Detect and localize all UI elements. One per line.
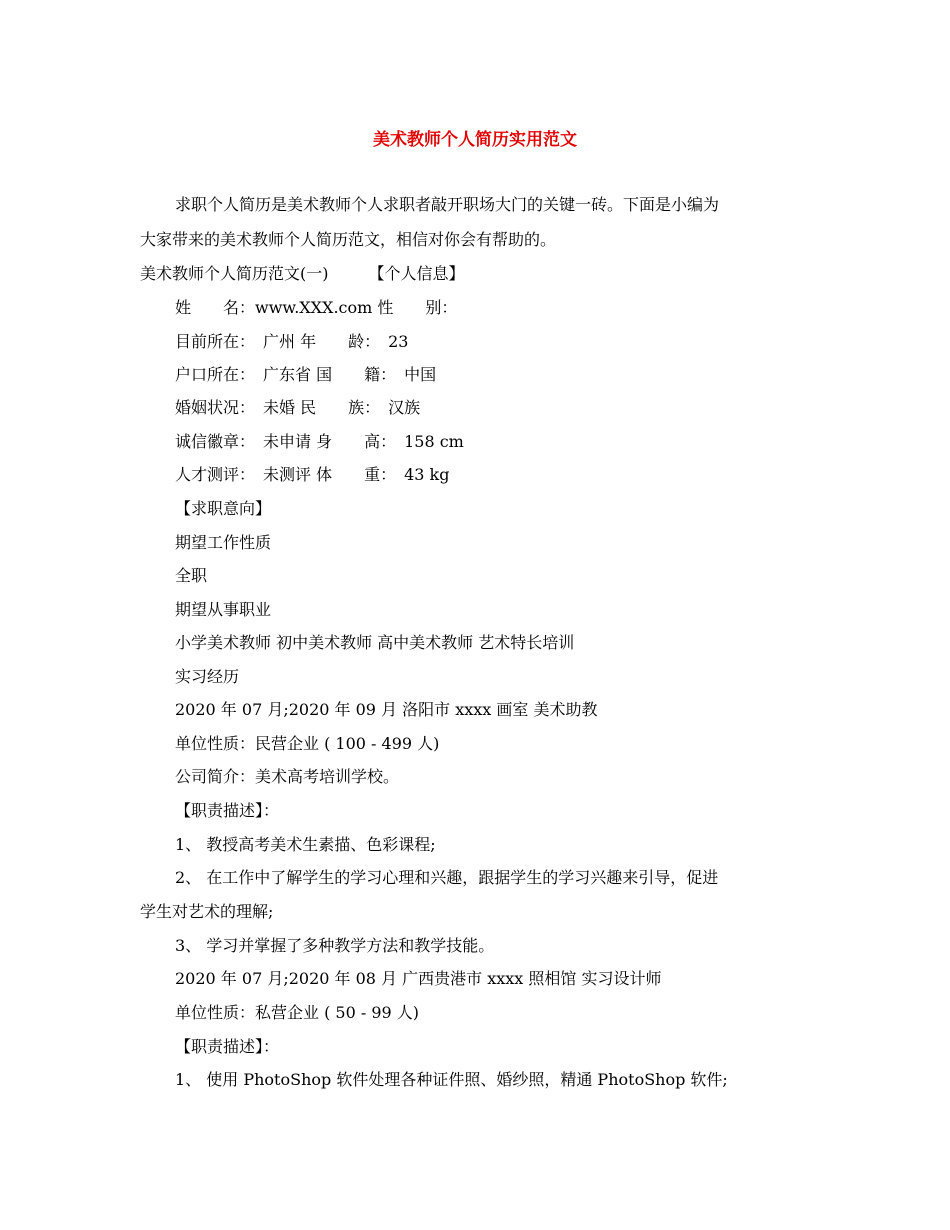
exp1-duty-3: 3、 学习并掌握了多种教学方法和教学技能。 — [175, 936, 495, 955]
intern-label: 实习经历 — [175, 667, 240, 686]
info-talent-row: 人才测评： 未测评 体 重： 43 kg — [175, 465, 450, 484]
exp1-intro: 公司简介：美术高考培训学校。 — [175, 767, 400, 786]
exp2-nature: 单位性质：私营企业 ( 50 - 99 人) — [175, 1003, 420, 1022]
exp1-duty-2a: 2、 在工作中了解学生的学习心理和兴趣，跟据学生的学习兴趣来引导，促进 — [175, 868, 719, 887]
work-type-value: 全职 — [175, 566, 208, 585]
intent-header: 【求职意向】 — [175, 499, 272, 518]
exp1-duty-2b: 学生对艺术的理解; — [140, 902, 274, 921]
info-name-row: 姓 名：www.XXX.com 性 别： — [175, 298, 458, 317]
section-header: 美术教师个人简历范文(一) 【个人信息】 — [140, 264, 465, 283]
info-marriage-row: 婚姻状况： 未婚 民 族： 汉族 — [175, 398, 421, 417]
document-title: 美术教师个人简历实用范文 — [373, 130, 577, 150]
intro-line-1: 求职个人简历是美术教师个人求职者敲开职场大门的关键一砖。下面是小编为 — [175, 195, 720, 214]
exp1-duty-header: 【职责描述】： — [175, 801, 280, 820]
intro-line-2: 大家带来的美术教师个人简历范文，相信对你会有帮助的。 — [140, 230, 557, 249]
job-label: 期望从事职业 — [175, 600, 272, 619]
exp1-nature: 单位性质：民营企业 ( 100 - 499 人) — [175, 734, 440, 753]
exp2-duty-header: 【职责描述】： — [175, 1037, 280, 1056]
exp2-line: 2020 年 07 月;2020 年 08 月 广西贵港市 xxxx 照相馆 实习设计师 — [175, 969, 662, 988]
info-credit-row: 诚信徽章： 未申请 身 高： 158 cm — [175, 432, 464, 451]
work-type-label: 期望工作性质 — [175, 533, 272, 552]
exp1-duty-1: 1、 教授高考美术生素描、色彩课程; — [175, 835, 436, 854]
exp1-line: 2020 年 07 月;2020 年 09 月 洛阳市 xxxx 画室 美术助教 — [175, 700, 598, 719]
info-hukou-row: 户口所在： 广东省 国 籍： 中国 — [175, 365, 437, 384]
exp2-duty-1: 1、 使用 PhotoShop 软件处理各种证件照、婚纱照，精通 PhotoShop 软件; — [175, 1070, 728, 1089]
info-location-row: 目前所在： 广州 年 龄： 23 — [175, 332, 409, 351]
job-value: 小学美术教师 初中美术教师 高中美术教师 艺术特长培训 — [175, 633, 575, 652]
